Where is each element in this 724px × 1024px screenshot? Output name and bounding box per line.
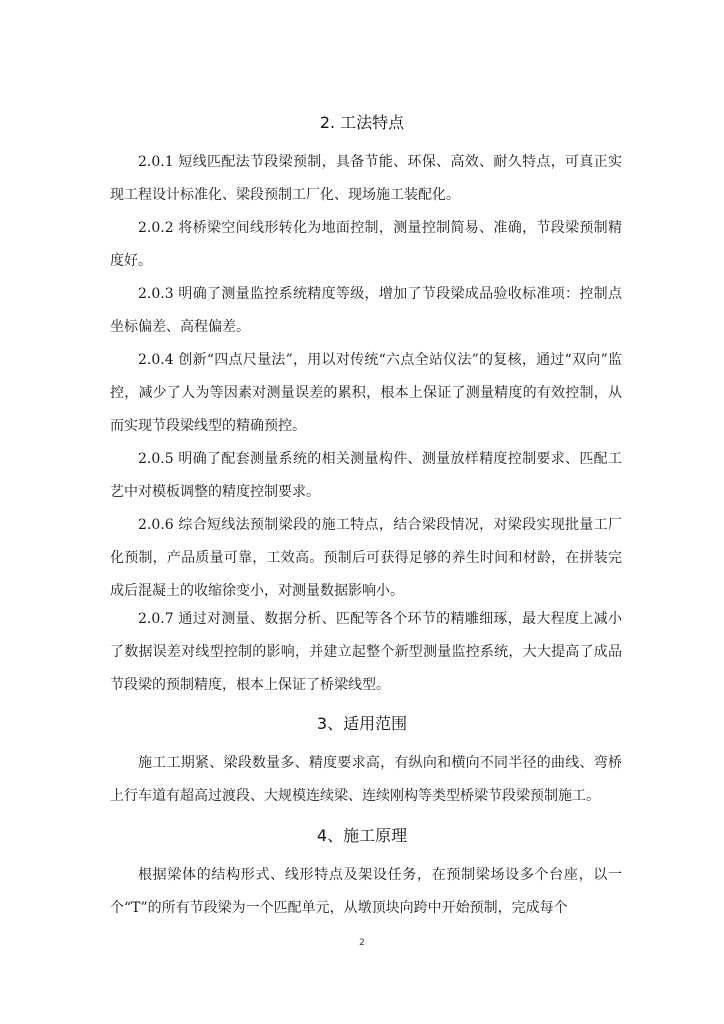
section-3-title: 3、适用范围 bbox=[316, 714, 408, 733]
paragraph-2-0-2: 2.0.2 将桥梁空间线形转化为地面控制，测量控制简易、准确，节段梁预制精度好。 bbox=[110, 220, 622, 269]
section-4-title: 4、施工原理 bbox=[316, 826, 408, 845]
paragraph-2-0-5: 2.0.5 明确了配套测量系统的相关测量构件、测量放样精度控制要求、匹配工艺中对模板调整的精度控制要求。 bbox=[110, 451, 622, 500]
paragraph-2-0-3: 2.0.3 明确了测量监控系统精度等级，增加了节段梁成品验收标准项：控制点坐标偏差、高程偏差。 bbox=[110, 286, 622, 335]
paragraph-principle: 根据梁体的结构形式、线形特点及架设任务，在预制梁场设多个台座，以一个“T”的所有节段梁为一个匹配单元，从墩顶块向跨中开始预制，完成每个 bbox=[110, 867, 622, 916]
paragraph-2-0-1: 2.0.1 短线匹配法节段梁预制，具备节能、环保、高效、耐久特点，可真正实现工程设计标准化、梁段预制工厂化、现场施工装配化。 bbox=[110, 154, 622, 203]
page-number: 2 bbox=[359, 938, 365, 948]
paragraph-2-0-4: 2.0.4 创新“四点尺量法”，用以对传统“六点全站仪法”的复核，通过“双向”监控，减少了人为等因素对测量误差的累积，根本上保证了测量精度的有效控制，从而实现节段梁线型的精确预控。 bbox=[110, 352, 622, 434]
paragraph-scope: 施工工期紧、梁段数量多、精度要求高，有纵向和横向不同半径的曲线、弯桥上行车道有超高过渡段、大规模连续梁、连续刚构等类型桥梁节段梁预制施工。 bbox=[110, 755, 622, 804]
paragraph-2-0-6: 2.0.6 综合短线法预制梁段的施工特点，结合梁段情况，对梁段实现批量工厂化预制，产品质量可靠，工效高。预制后可获得足够的养生时间和材龄，在拼装完成后混凝土的收缩徐变小，对测量数据影响小。 bbox=[110, 517, 622, 599]
paragraph-2-0-7: 2.0.7 通过对测量、数据分析、匹配等各个环节的精雕细琢，最大程度上减小了数据误差对线型控制的影响，并建立起整个新型测量监控系统，大大提高了成品节段梁的预制精度，根本上保证了桥梁线型。 bbox=[110, 611, 622, 693]
section-2-title: 2. 工法特点 bbox=[319, 113, 405, 132]
